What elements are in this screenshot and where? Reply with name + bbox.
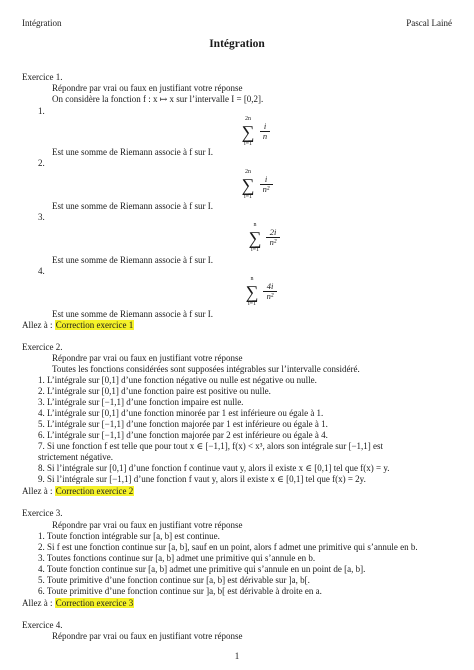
ex1-item-4-fraction: [262, 282, 278, 301]
sum-upper: 2n: [245, 169, 251, 175]
ex1-context: On considère la fonction f : x ↦ x sur l’intervalle I = [0,2].: [52, 94, 264, 104]
sum-lower: i=1: [243, 194, 253, 200]
ex3-goto-line: [22, 598, 134, 609]
header-right: Pascal Lainé: [406, 18, 452, 28]
ex2-item-5: 5. L’intégrale sur [−1,1] d’une fonction majorée par 1 est inférieure ou égale à 1.: [38, 419, 328, 429]
ex1-item-4-number: 4.: [38, 266, 45, 276]
ex1-item-4-statement: Est une somme de Riemann associe à f sur I.: [52, 309, 213, 319]
correction-exercice-2-link[interactable]: Correction exercice 2: [55, 486, 134, 496]
ex3-item-6: 6. Toute primitive d’une fonction continue sur ]a, b[ est dérivable à droite en a.: [38, 586, 322, 596]
page-number: 1: [234, 651, 240, 661]
ex1-item-1-number: 1.: [38, 106, 45, 116]
sigma-symbol: ∑: [241, 175, 255, 195]
ex2-item-4: 4. L’intégrale sur [0,1] d’une fonction minorée par 1 est inférieure ou égale à 1.: [38, 408, 324, 418]
ex1-item-1-statement: Est une somme de Riemann associe à f sur I.: [52, 147, 213, 157]
sum-upper: n: [253, 222, 257, 228]
ex1-item-1-fraction: [259, 122, 271, 141]
ex3-item-1: 1. Toute fonction intégrable sur [a, b] est continue.: [38, 531, 220, 541]
ex2-item-2: 2. L’intégrale sur [0,1] d’une fonction paire est positive ou nulle.: [38, 386, 271, 396]
ex1-item-1-sum: [237, 116, 259, 148]
ex3-instruction: Répondre par vrai ou faux en justifiant votre réponse: [52, 520, 243, 530]
ex2-item-6: 6. L’intégrale sur [−1,1] d’une fonction majorée par 2 est inférieure ou égale à 4.: [38, 430, 328, 440]
sigma-symbol: ∑: [245, 282, 259, 302]
ex2-item-1: 1. L’intégrale sur [0,1] d’une fonction négative ou nulle est négative ou nulle.: [38, 375, 317, 385]
ex1-item-3-fraction: [265, 228, 281, 247]
ex2-item-7-continued: strictement négative.: [38, 452, 113, 462]
numerator: 2i: [269, 227, 277, 237]
sigma-symbol: ∑: [241, 122, 255, 142]
goto-prefix: Allez à :: [22, 486, 55, 496]
ex2-context: Toutes les fonctions considérées sont supposées intégrables sur l’intervalle considéré.: [52, 364, 360, 374]
numerator: 4i: [266, 281, 274, 291]
ex1-item-3-number: 3.: [38, 212, 45, 222]
ex3-item-2: 2. Si f est une fonction continue sur [a, b], sauf en un point, alors f admet une primitive qui s’annule en b.: [38, 542, 418, 552]
ex1-instruction: Répondre par vrai ou faux en justifiant votre réponse: [52, 83, 243, 93]
ex2-item-7: 7. Si une fonction f est telle que pour tout x ∈ [−1,1], f(x) < x³, alors son intégrale sur [−1,1] est: [38, 441, 384, 451]
goto-prefix: Allez à :: [22, 320, 55, 330]
ex1-item-4-sum: [242, 276, 262, 308]
sum-upper: n: [250, 276, 254, 282]
ex1-goto-line: [22, 320, 134, 331]
denominator: n²: [266, 291, 274, 301]
sum-upper: 2n: [245, 116, 251, 122]
ex2-goto-line: [22, 486, 134, 497]
ex2-instruction: Répondre par vrai ou faux en justifiant votre réponse: [52, 353, 243, 363]
denominator: n²: [262, 184, 270, 194]
ex3-heading: Exercice 3.: [22, 508, 63, 518]
sigma-symbol: ∑: [248, 228, 262, 248]
correction-exercice-1-link[interactable]: Correction exercice 1: [55, 320, 134, 330]
denominator: n²: [269, 237, 277, 247]
ex1-item-2-fraction: [259, 175, 273, 194]
correction-exercice-3-link[interactable]: Correction exercice 3: [55, 598, 134, 608]
ex4-instruction: Répondre par vrai ou faux en justifiant votre réponse: [52, 631, 243, 641]
ex2-heading: Exercice 2.: [22, 342, 63, 352]
ex1-item-2-statement: Est une somme de Riemann associe à f sur I.: [52, 201, 213, 211]
ex3-item-3: 3. Toutes fonctions continue sur [a, b] admet une primitive qui s’annule en b.: [38, 553, 316, 563]
ex1-item-2-sum: [237, 169, 259, 201]
sum-lower: i=1: [250, 247, 260, 253]
ex2-item-9: 9. Si l’intégrale sur [−1,1] d’une fonction f vaut y, alors il existe x ∈ [0,1] tel que f(x) = 2y.: [38, 474, 366, 484]
ex3-item-5: 5. Toute primitive d’une fonction continue sur [a, b] est dérivable sur ]a, b[.: [38, 575, 310, 585]
ex3-item-4: 4. Toute fonction continue sur [a, b] admet une primitive qui s’annule en un point de [a, b].: [38, 564, 366, 574]
denominator: n: [262, 131, 268, 141]
ex1-heading: Exercice 1.: [22, 72, 63, 82]
header-left: Intégration: [22, 18, 62, 28]
numerator: i: [263, 121, 267, 131]
sum-lower: i=1: [247, 301, 257, 307]
ex1-item-2-number: 2.: [38, 158, 45, 168]
goto-prefix: Allez à :: [22, 598, 55, 608]
ex2-item-8: 8. Si l’intégrale sur [0,1] d’une fonction f continue vaut y, alors il existe x ∈ [0,1] tel que f(x) = y.: [38, 463, 390, 473]
sum-lower: i=1: [243, 141, 253, 147]
ex1-item-3-sum: [245, 222, 265, 254]
page-title: Intégration: [209, 38, 265, 50]
numerator: i: [264, 174, 268, 184]
ex1-item-3-statement: Est une somme de Riemann associe à f sur I.: [52, 255, 213, 265]
ex4-heading: Exercice 4.: [22, 620, 63, 630]
ex2-item-3: 3. L’intégrale sur [−1,1] d’une fonction impaire est nulle.: [38, 397, 244, 407]
